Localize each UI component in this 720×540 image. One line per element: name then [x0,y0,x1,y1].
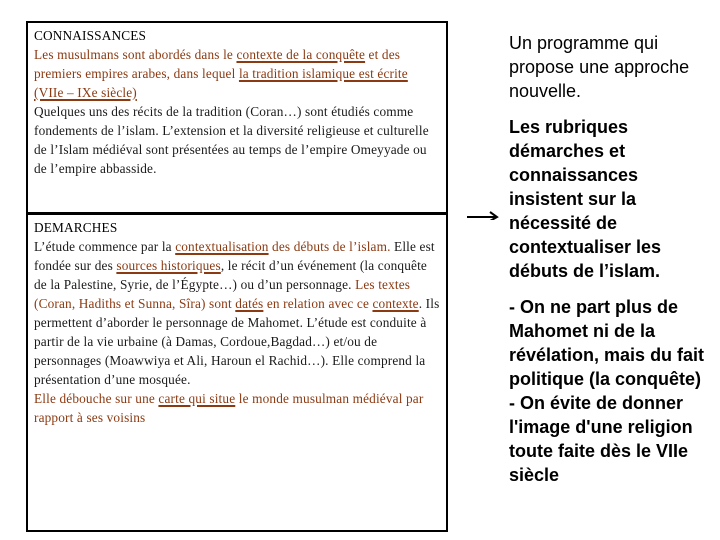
point-1: - On ne part plus de Mahomet ni de la révélation, mais du fait politique (la conquête) [509,297,705,389]
d-s8: datés [235,296,264,311]
p1-text-a: Les musulmans sont abordés dans le [34,47,237,62]
intro-a: Un programme qui propose [509,33,659,77]
intro-text [509,31,709,103]
connaissances-box [26,21,448,214]
d-s2: contextualisation [175,239,269,254]
arrow-right-icon [466,206,502,220]
d-s1: L’étude commence par la [34,239,176,254]
d-s7: Les textes (Coran, Hadiths et Sunna, Sîra) sont [34,277,411,311]
d-s10: contexte [372,296,419,311]
d-s4: Elle est fondée sur des [34,239,435,273]
point-2: - On évite de donner l'image d'une religion toute faite dès le VIIe siècle [509,393,693,485]
p1-underlined-1: contexte de la conquête [236,47,366,62]
d-s9: en relation avec ce [263,296,373,311]
d-s13: carte qui situe [158,391,236,406]
connaissances-title: CONNAISSANCES [34,28,147,43]
d-s14: le monde musulman médiéval par rapport à ses voisins [34,391,424,425]
demarches-paragraph [34,237,440,389]
p1-underlined-2: la tradition islamique est écrite (VIIe – IXe siècle) [34,66,408,100]
demarches-title: DEMARCHES [34,220,118,235]
rubriques-text: Les rubriques démarches et connaissances insistent sur la nécessité de contextualiser les débuts de l’islam. [509,117,662,281]
demarches-box [26,213,448,532]
d-s5: sources historiques [116,258,221,273]
d-s12: Elle débouche sur une [34,391,159,406]
demarches-last [34,389,440,427]
intro-b: une approche nouvelle. [509,57,690,101]
d-s6: , le récit d’un événement (la conquête de la Palestine, Syrie, de l’Égypte…) ou d’un personnage. [34,258,427,292]
points-text [509,295,709,487]
connaissances-paragraph-2: Quelques uns des récits de la tradition (Coran…) sont étudiés comme fondements de l’islam. L’extension et la diversité religieuse et culturelle de l’Islam médiéval sont présentées au temps de l’empire Omeyyade ou de l’empire abbasside. [34,104,429,176]
d-s3: des débuts de l’islam. [268,239,395,254]
p1-text-b: et des premiers empires arabes, dans lequel [34,47,401,81]
d-s11: . Ils permettent d’aborder le personnage de Mahomet. L’étude est conduite à partir de la vie urbaine (à Damas, Cordoue,Bagdad…) et/ou de personnages (Moawwiya et Ali, Haroun el Rachid…). Elle comprend la présentation d’une mosquée. [34,296,440,387]
connaissances-paragraph-1 [34,45,440,102]
